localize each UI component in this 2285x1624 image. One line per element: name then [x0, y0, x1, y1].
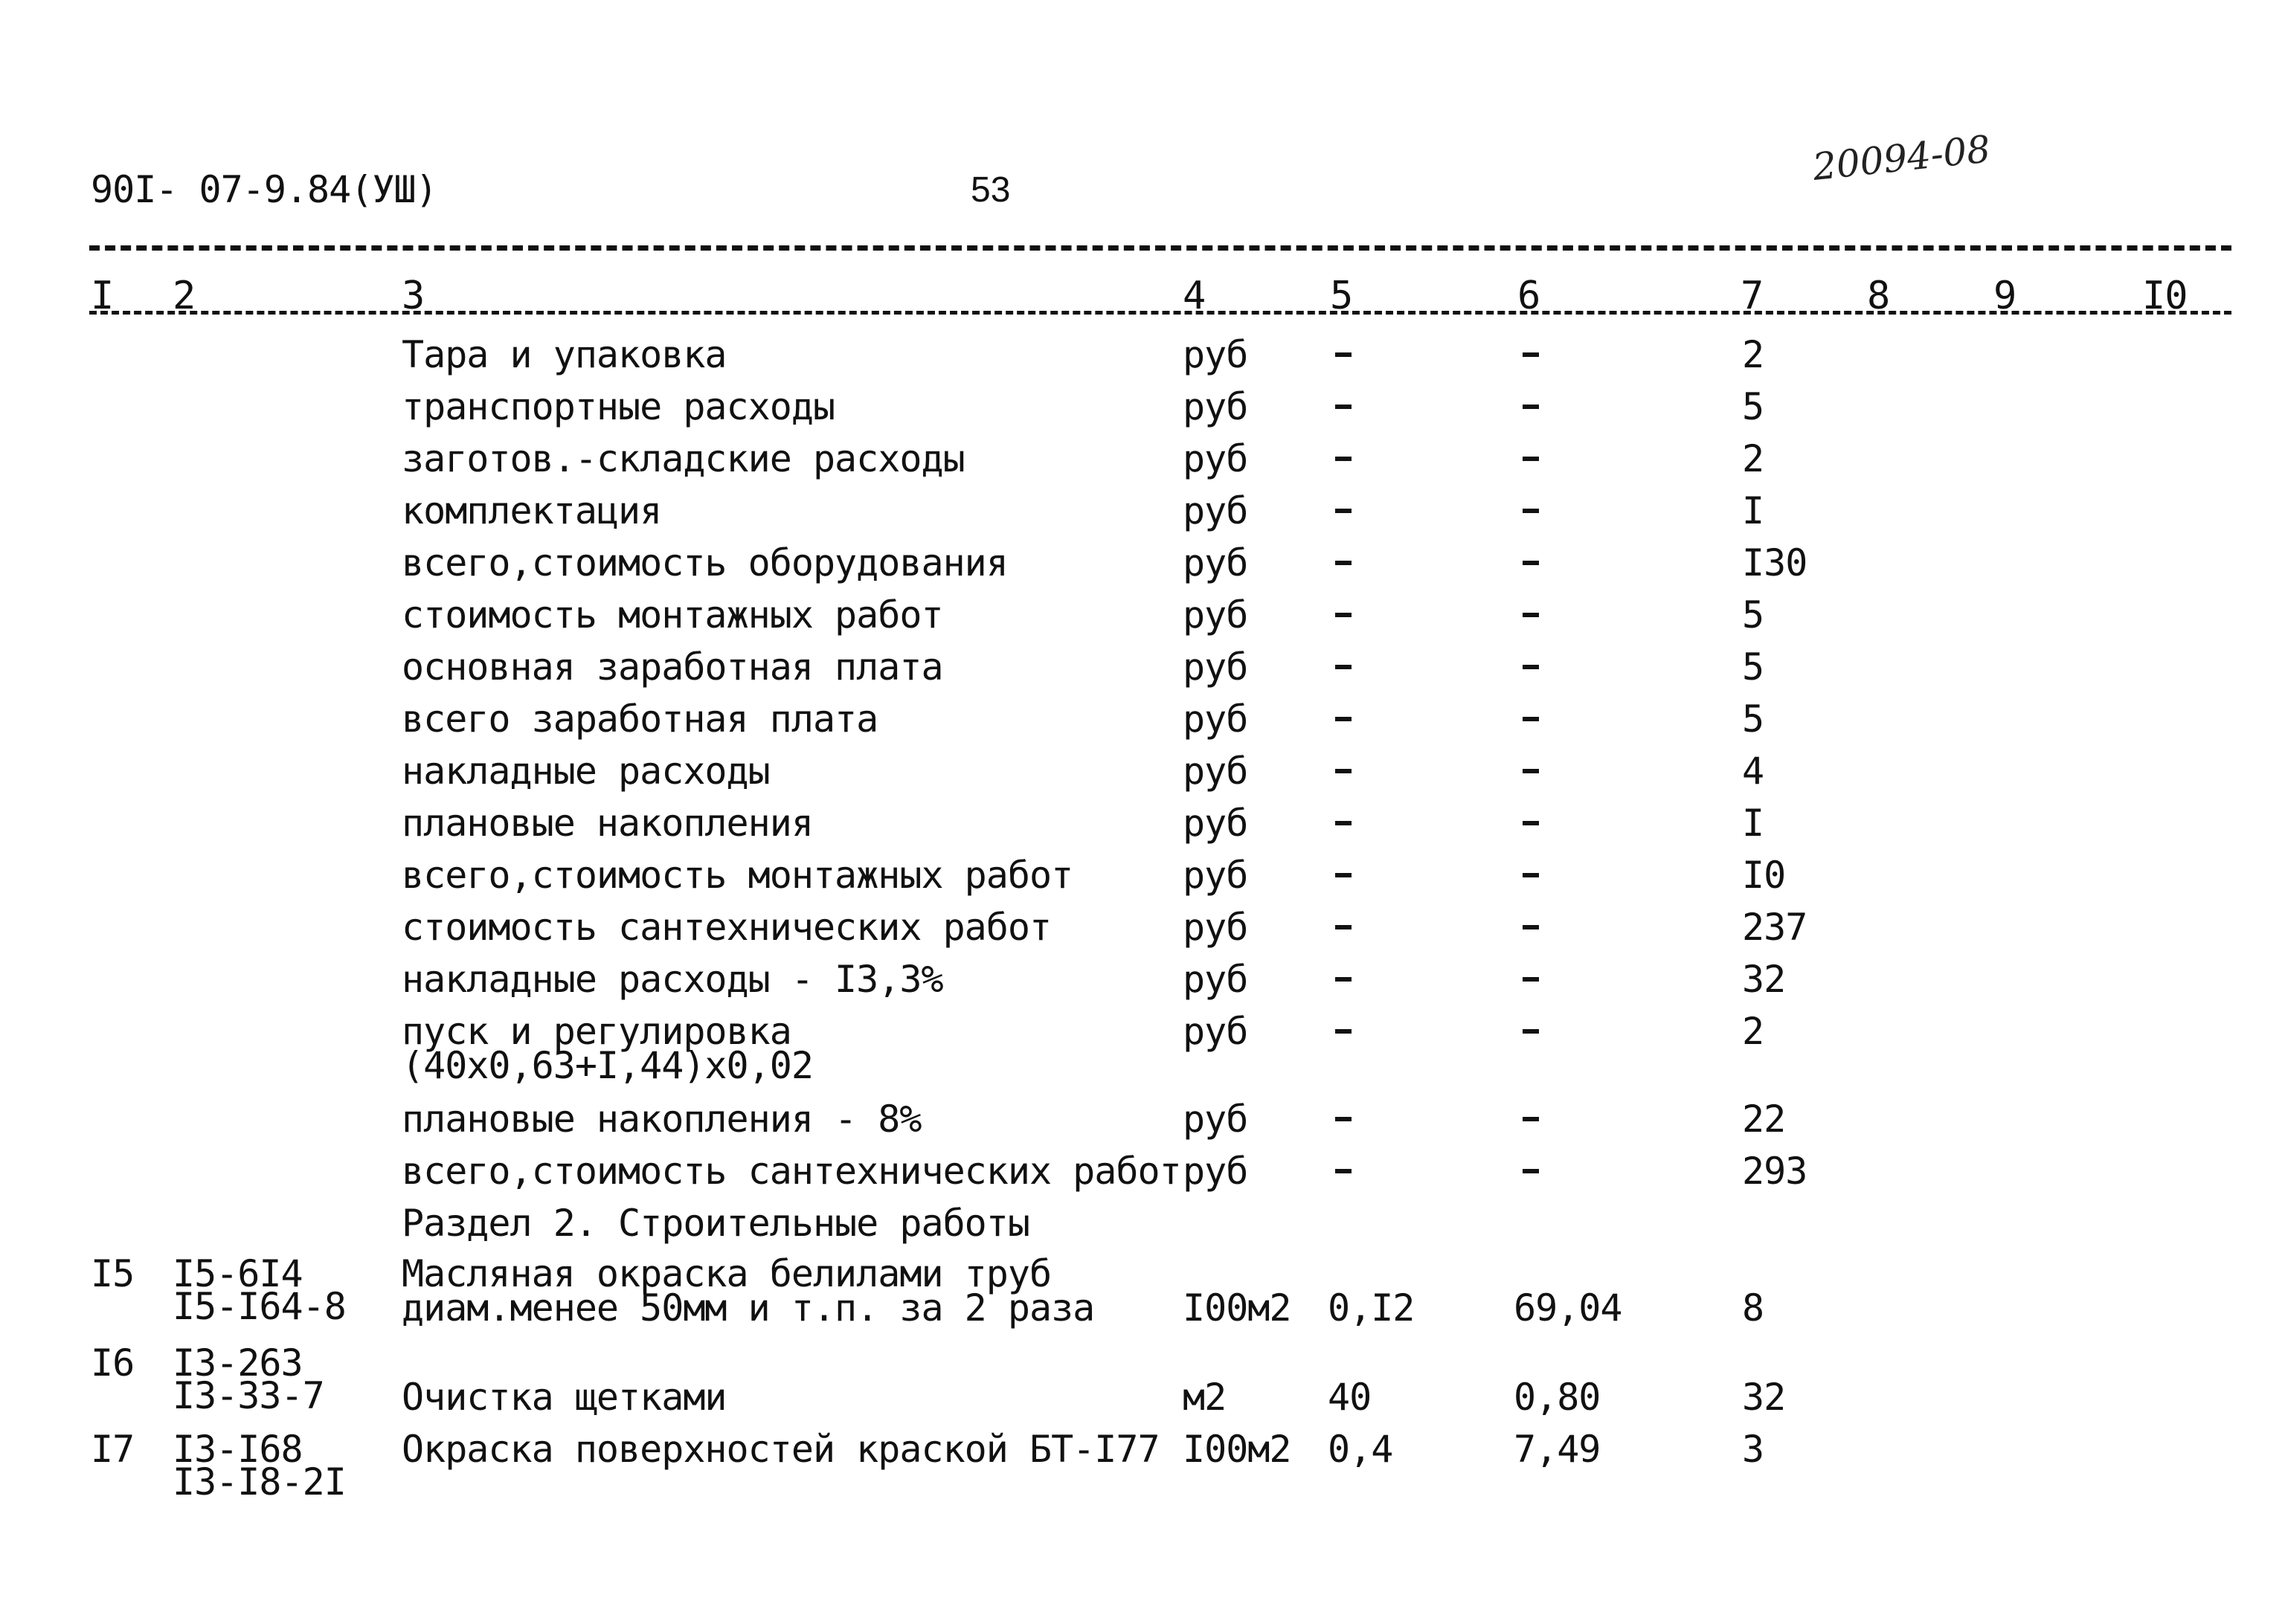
cell-c4: руб: [1183, 697, 1248, 741]
cell-c5: 0,4: [1328, 1428, 1393, 1471]
column-number-2: 2: [173, 274, 196, 318]
cell-c7: 5: [1742, 645, 1764, 689]
cell-c3: накладные расходы: [402, 750, 770, 793]
cell-c4: руб: [1183, 1010, 1248, 1053]
cell-c1: I7: [91, 1428, 135, 1471]
cell-c5-dash: [1335, 873, 1352, 877]
cell-c4: руб: [1183, 437, 1248, 480]
cell-c5-dash: [1335, 925, 1352, 929]
cell-c5-dash: [1335, 1169, 1352, 1173]
cell-c3: плановые накопления - 8%: [402, 1098, 922, 1141]
cell-c4: руб: [1183, 593, 1248, 637]
cell-c3: накладные расходы - I3,3%: [402, 958, 943, 1001]
cell-c3: всего заработная плата: [402, 697, 878, 741]
cell-c6-dash: [1523, 821, 1539, 825]
cell-c6-dash: [1523, 873, 1539, 877]
cell-c7: 22: [1742, 1098, 1786, 1141]
cell-c3-line2: Очистка щетками: [402, 1376, 727, 1419]
cell-c4: I00м2: [1183, 1286, 1291, 1330]
column-number-5: 5: [1330, 274, 1353, 318]
cell-c6-dash: [1523, 561, 1539, 565]
cell-c4: руб: [1183, 958, 1248, 1001]
cell-c5-dash: [1335, 717, 1352, 721]
cell-c7: 5: [1742, 385, 1764, 428]
cell-c5-dash: [1335, 769, 1352, 773]
cell-c6-dash: [1523, 352, 1539, 357]
cell-c2-line2: I3-33-7: [173, 1374, 324, 1417]
column-number-9: 9: [1993, 274, 2016, 318]
cell-c4: м2: [1183, 1376, 1227, 1419]
page-number: 53: [971, 170, 1011, 210]
column-number-6: 6: [1517, 274, 1540, 318]
cell-c5-dash: [1335, 405, 1352, 409]
cell-c6-dash: [1523, 769, 1539, 773]
cell-c5-dash: [1335, 509, 1352, 513]
cell-c5-dash: [1335, 457, 1352, 461]
top-dashed-divider: [89, 245, 2231, 251]
document-code: 90I- 07-9.84(УШ): [91, 168, 437, 211]
cell-c5-dash: [1335, 561, 1352, 565]
cell-c5-dash: [1335, 613, 1352, 617]
cell-c6-dash: [1523, 717, 1539, 721]
cell-c7: 237: [1742, 906, 1807, 949]
cell-c2-line2: I5-I64-8: [173, 1285, 346, 1328]
cell-c2: I3-263: [173, 1341, 303, 1385]
cell-c3: стоимость сантехнических работ: [402, 906, 1052, 949]
cell-c3: заготов.-складские расходы: [402, 437, 965, 480]
cell-c7: 2: [1742, 333, 1764, 376]
cell-c4: руб: [1183, 489, 1248, 532]
cell-c3: основная заработная плата: [402, 645, 943, 689]
cell-c5-dash: [1335, 1117, 1352, 1121]
cell-c7: 5: [1742, 593, 1764, 637]
cell-c3: всего,стоимость сантехнических работ: [402, 1150, 1181, 1193]
cell-c6-dash: [1523, 405, 1539, 409]
cell-c5: 40: [1328, 1376, 1372, 1419]
cell-c2: I5-6I4: [173, 1252, 303, 1295]
cell-c6-dash: [1523, 665, 1539, 669]
cell-c7: 8: [1742, 1286, 1764, 1330]
cell-c3-line2: диам.менее 50мм и т.п. за 2 раза: [402, 1286, 1095, 1330]
cell-c6: 69,04: [1514, 1286, 1622, 1330]
cell-c4: руб: [1183, 541, 1248, 584]
cell-c6-dash: [1523, 1117, 1539, 1121]
column-number-7: 7: [1741, 274, 1764, 318]
cell-c4: руб: [1183, 854, 1248, 897]
cell-c3: Масляная окраска белилами труб: [402, 1252, 1052, 1295]
cell-c6: 7,49: [1514, 1428, 1601, 1471]
cell-c4: руб: [1183, 906, 1248, 949]
cell-c4: руб: [1183, 1098, 1248, 1141]
cell-c3: всего,стоимость оборудования: [402, 541, 1008, 584]
cell-c3: плановые накопления: [402, 802, 813, 845]
cell-c7: 4: [1742, 750, 1764, 793]
cell-c7: I: [1742, 802, 1764, 845]
cell-c6-dash: [1523, 1169, 1539, 1173]
cell-c7: 2: [1742, 437, 1764, 480]
cell-c5-dash: [1335, 665, 1352, 669]
cell-c3: пуск и регулировка: [402, 1010, 791, 1053]
cell-c3: стоимость монтажных работ: [402, 593, 943, 637]
cell-c7: 5: [1742, 697, 1764, 741]
cell-c4: руб: [1183, 645, 1248, 689]
cell-c7: I0: [1742, 854, 1786, 897]
cell-c6: 0,80: [1514, 1376, 1601, 1419]
cell-c6-dash: [1523, 457, 1539, 461]
column-number-8: 8: [1867, 274, 1890, 318]
cell-c4: руб: [1183, 333, 1248, 376]
cell-c7: 32: [1742, 1376, 1786, 1419]
column-number-1: I: [91, 274, 114, 318]
cell-c4: руб: [1183, 385, 1248, 428]
cell-c3: комплектация: [402, 489, 662, 532]
cell-c7: 2: [1742, 1010, 1764, 1053]
cell-c1: I6: [91, 1341, 135, 1385]
cell-c4: руб: [1183, 750, 1248, 793]
cell-c7: 3: [1742, 1428, 1764, 1471]
cell-c3: Тара и упаковка: [402, 333, 727, 376]
column-number-10: I0: [2142, 274, 2188, 318]
cell-c5-dash: [1335, 977, 1352, 982]
cell-c6-dash: [1523, 509, 1539, 513]
cell-c4: I00м2: [1183, 1428, 1291, 1471]
cell-c3: всего,стоимость монтажных работ: [402, 854, 1073, 897]
cell-c3: Окраска поверхностей краской БТ-I77: [402, 1428, 1160, 1471]
cell-c6-dash: [1523, 925, 1539, 929]
cell-c4: руб: [1183, 1150, 1248, 1193]
cell-c7: 293: [1742, 1150, 1807, 1193]
cell-c5: 0,I2: [1328, 1286, 1415, 1330]
cell-c5-dash: [1335, 352, 1352, 357]
cell-c1: I5: [91, 1252, 135, 1295]
column-number-3: 3: [402, 274, 425, 318]
cell-c6-dash: [1523, 1029, 1539, 1034]
cell-c4: руб: [1183, 802, 1248, 845]
cell-c7: I30: [1742, 541, 1807, 584]
cell-c3: Раздел 2. Строительные работы: [402, 1202, 1029, 1245]
cell-c6-dash: [1523, 613, 1539, 617]
handwritten-note: 20094-08: [1810, 127, 1993, 189]
cell-c7: I: [1742, 489, 1764, 532]
cell-c3: транспортные расходы: [402, 385, 835, 428]
cell-c5-dash: [1335, 821, 1352, 825]
column-number-4: 4: [1183, 274, 1206, 318]
cell-c2-line2: I3-I8-2I: [173, 1460, 346, 1504]
cell-c3-line2: (40х0,63+I,44)х0,02: [402, 1044, 813, 1087]
cell-c6-dash: [1523, 977, 1539, 982]
cell-c7: 32: [1742, 958, 1786, 1001]
cell-c5-dash: [1335, 1029, 1352, 1034]
cell-c2: I3-I68: [173, 1428, 303, 1471]
